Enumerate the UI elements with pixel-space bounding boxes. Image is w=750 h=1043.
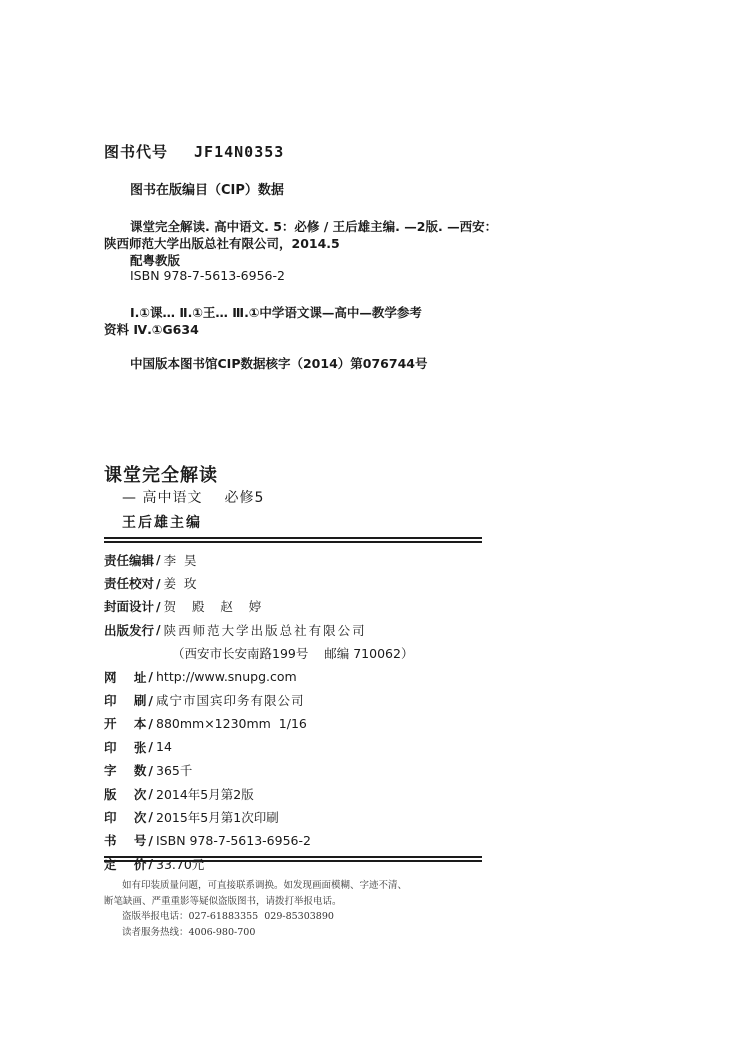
detail-label: 责任校对: [104, 576, 155, 592]
detail-label: 印 张: [104, 739, 147, 755]
cip-line: 配粤教版: [130, 253, 181, 268]
detail-value: 2015年5月第1次印刷: [156, 809, 279, 825]
detail-label: 责任编辑: [104, 552, 155, 568]
subtitle-volume: 必修5: [224, 490, 265, 506]
divider-double-rule: [104, 856, 482, 862]
cip-approval-number: 中国版本图书馆CIP数据核字（2014）第076744号: [130, 356, 428, 371]
website-link[interactable]: http://www.snupg.com: [156, 669, 297, 685]
detail-value: 880mm×1230mm 1/16: [156, 715, 307, 731]
detail-value: ISBN 978-7-5613-6956-2: [156, 832, 311, 848]
detail-row-website: [104, 665, 504, 688]
detail-row-proofreader: [104, 571, 504, 594]
cip-title: 图书在版编目（CIP）数据: [130, 183, 284, 198]
detail-row-sheets: [104, 735, 504, 758]
reader-service-hotline: 读者服务热线：4006-980-700: [122, 926, 256, 938]
detail-value: 李 昊: [163, 552, 197, 568]
detail-separator: /: [156, 598, 161, 614]
detail-row-editor: [104, 548, 504, 571]
detail-separator: /: [148, 715, 153, 731]
publisher-address: （西安市长安南路199号 邮编 710062）: [172, 646, 414, 662]
book-code-label: 图书代号: [104, 143, 169, 161]
subtitle-subject: — 高中语文: [122, 490, 203, 506]
detail-value: 33.70元: [156, 856, 205, 872]
detail-separator: /: [148, 809, 153, 825]
detail-row-publisher: [104, 618, 504, 641]
detail-row-edition: [104, 782, 504, 805]
cip-line: 陕西师范大学出版总社有限公司，2014.5: [104, 236, 340, 251]
detail-label: 书 号: [104, 833, 147, 849]
divider-double-rule: [104, 537, 482, 543]
detail-row-cover-design: [104, 595, 504, 618]
book-subtitle: [122, 487, 264, 507]
notice-block: [104, 878, 464, 940]
detail-row-isbn: [104, 829, 504, 852]
detail-row-address: [104, 642, 504, 665]
notice-line: 如有印装质量问题，可直接联系调换。如发现画面模糊、字迹不清、: [122, 880, 408, 891]
book-editor: 王后雄主编: [122, 515, 202, 531]
detail-label: 出版发行: [104, 622, 155, 638]
detail-label: 封面设计: [104, 599, 155, 615]
detail-label: 定 价: [104, 856, 147, 872]
cip-line: Ⅰ.①课… Ⅱ.①王… Ⅲ.①中学语文课—高中—教学参考: [130, 305, 422, 320]
detail-label: 印 刷: [104, 693, 147, 709]
detail-label: 印 次: [104, 809, 147, 825]
detail-separator: /: [148, 856, 153, 872]
detail-value: 2014年5月第2版: [156, 786, 254, 802]
detail-value: 贺 殿 赵 婷: [163, 599, 262, 615]
publication-details: [104, 548, 504, 875]
book-title: 课堂完全解读: [104, 465, 218, 486]
detail-label: 开 本: [104, 716, 147, 732]
detail-label: 版 次: [104, 786, 147, 802]
detail-separator: /: [148, 692, 153, 708]
book-code: [104, 141, 284, 162]
notice-line: 断笔缺画、严重重影等疑似盗版图书，请拨打举报电话。: [104, 895, 342, 907]
detail-value: 姜 玫: [163, 576, 197, 592]
detail-separator: /: [148, 832, 153, 848]
detail-value: 咸宁市国宾印务有限公司: [156, 693, 305, 709]
detail-separator: /: [148, 786, 153, 802]
book-code-value: JF14N0353: [194, 143, 285, 161]
detail-label: 网 址: [104, 669, 147, 685]
detail-separator: /: [156, 552, 161, 568]
detail-row-print-run: [104, 805, 504, 828]
cip-isbn: ISBN 978-7-5613-6956-2: [130, 268, 285, 283]
piracy-hotline: 盗版举报电话：027-61883355 029-85303890: [122, 911, 334, 922]
detail-label: 字 数: [104, 763, 147, 779]
detail-separator: /: [148, 739, 153, 755]
cip-line: 资料 Ⅳ.①G634: [104, 322, 199, 337]
detail-value: 365千: [156, 763, 193, 779]
detail-separator: /: [156, 575, 161, 591]
detail-row-format: [104, 712, 504, 735]
detail-value: 14: [156, 739, 172, 755]
detail-separator: /: [148, 669, 153, 685]
detail-separator: /: [148, 762, 153, 778]
detail-row-printer: [104, 688, 504, 711]
cip-line: 课堂完全解读. 高中语文. 5：必修 / 王后雄主编. —2版. —西安：: [130, 219, 498, 234]
detail-separator: /: [156, 622, 161, 638]
detail-row-word-count: [104, 759, 504, 782]
detail-value: 陕西师范大学出版总社有限公司: [163, 622, 367, 638]
